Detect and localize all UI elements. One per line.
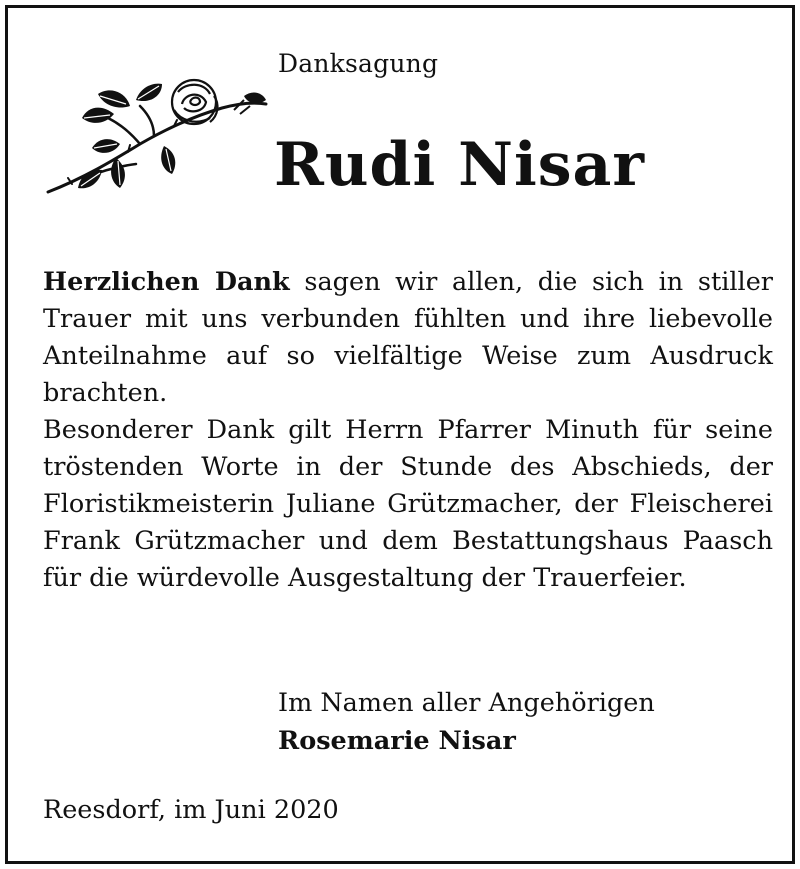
heading: Danksagung xyxy=(278,49,439,78)
deceased-name: Rudi Nisar xyxy=(274,130,646,200)
intro-bold: Herzlichen Dank xyxy=(43,267,290,297)
paragraph-1-text: sagen wir allen, die sich in stiller Trauer mit uns verbunden fühlten und ihre liebevolle Anteilnahme auf so vielfältige Weise zum Ausdruck brachten. xyxy=(43,267,773,408)
notice-frame xyxy=(5,5,795,864)
paragraph-2: Besonderer Dank gilt Herrn Pfarrer Minuth für seine tröstenden Worte in der Stunde des Abschieds, der Floristikmeisterin Juliane Grützmacher, der Fleischerei Frank Grützmacher und dem Bestattungshaus Paasch für die würdevolle Ausgestaltung der Trauerfeier. xyxy=(43,415,773,593)
rose-branch-icon xyxy=(44,74,272,206)
notice-body xyxy=(43,264,773,597)
signature-name: Rosemarie Nisar xyxy=(278,726,516,756)
signature-line: Im Namen aller Angehörigen xyxy=(278,688,655,718)
signature-block xyxy=(278,684,655,760)
paragraph-1 xyxy=(43,264,773,412)
place-date: Reesdorf, im Juni 2020 xyxy=(43,795,339,825)
